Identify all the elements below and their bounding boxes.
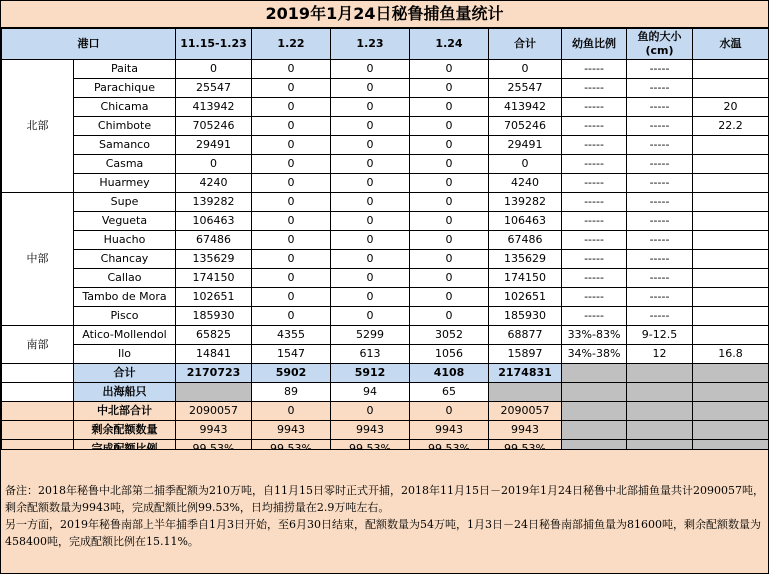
cell-total: 705246 <box>489 117 562 136</box>
cell-port: Samanco <box>74 136 176 155</box>
cell-total: 4240 <box>489 174 562 193</box>
table-row <box>2 155 769 174</box>
cell-c3: 0 <box>331 155 410 174</box>
remark-south: 另一方面，2019年秘鲁南部上半年捕季自1月3日开始，至6月30日结束，配额数量为54万吨，1月3日－24日秘鲁南部捕鱼量为81600吨，剩余配额数量为458400吨，完成配额比例在15.11%。 <box>5 518 761 548</box>
header-juvenile: 幼鱼比例 <box>562 29 627 60</box>
gray-cell <box>627 364 693 383</box>
cell-c4: 0 <box>410 117 489 136</box>
cell-c3: 0 <box>331 307 410 326</box>
cell-c4: 0 <box>410 98 489 117</box>
cell-size: ----- <box>627 193 693 212</box>
ships-day-2: 94 <box>331 383 410 402</box>
header-size-label: 鱼的大小 <box>637 30 682 43</box>
table-row <box>2 231 769 250</box>
total-total: 2174831 <box>489 364 562 383</box>
cell-juv: ----- <box>562 136 627 155</box>
cell-c1: 705246 <box>176 117 252 136</box>
gray-cell <box>627 383 693 402</box>
cell-c2: 0 <box>252 98 331 117</box>
gray-cell <box>627 402 693 421</box>
cell-total: 139282 <box>489 193 562 212</box>
header-day-1: 1.22 <box>252 29 331 60</box>
cell-port: Chicama <box>74 98 176 117</box>
cell-port: Chancay <box>74 250 176 269</box>
cell-c1: 25547 <box>176 79 252 98</box>
gray-cell <box>693 383 769 402</box>
cell-c1: 65825 <box>176 326 252 345</box>
cell-juv: ----- <box>562 155 627 174</box>
cell-port: Vegueta <box>74 212 176 231</box>
cell-c2: 0 <box>252 269 331 288</box>
cell-juv: ----- <box>562 307 627 326</box>
cell-size: ----- <box>627 250 693 269</box>
remarks <box>1 449 768 573</box>
header-day-3: 1.24 <box>410 29 489 60</box>
cell-size: 12 <box>627 345 693 364</box>
cell-c3: 0 <box>331 117 410 136</box>
cell-temp <box>693 288 769 307</box>
cell-c1: 135629 <box>176 250 252 269</box>
page-title: 2019年1月24日秘鲁捕鱼量统计 <box>1 1 768 28</box>
region-label-south: 南部 <box>2 326 74 364</box>
cell-size: ----- <box>627 212 693 231</box>
cell-c4: 0 <box>410 288 489 307</box>
table-row <box>2 117 769 136</box>
ships-day-3: 65 <box>410 383 489 402</box>
cell-total: 106463 <box>489 212 562 231</box>
cell-c4: 0 <box>410 307 489 326</box>
cell-c2: 0 <box>252 307 331 326</box>
cell-juv: ----- <box>562 79 627 98</box>
cell-total: 0 <box>489 155 562 174</box>
cell-size: 9-12.5 <box>627 326 693 345</box>
total-row <box>2 364 769 383</box>
cell-c3: 0 <box>331 60 410 79</box>
region-label-central: 中部 <box>2 193 74 326</box>
nc-total-row <box>2 402 769 421</box>
table-row <box>2 307 769 326</box>
cell-c4: 0 <box>410 155 489 174</box>
cell-size: ----- <box>627 288 693 307</box>
cell-total: 0 <box>489 60 562 79</box>
cell-c1: 0 <box>176 60 252 79</box>
cell-c3: 0 <box>331 79 410 98</box>
cell-port: Parachique <box>74 79 176 98</box>
table-row <box>2 136 769 155</box>
table-row <box>2 250 769 269</box>
cell-c1: 102651 <box>176 288 252 307</box>
cell-c3: 613 <box>331 345 410 364</box>
nc-total-day-3: 0 <box>410 402 489 421</box>
table-row <box>2 60 769 79</box>
cell-port: Atico-Mollendol <box>74 326 176 345</box>
cell-size: ----- <box>627 79 693 98</box>
cell-temp <box>693 60 769 79</box>
total-row-blank <box>2 364 74 383</box>
cell-c2: 1547 <box>252 345 331 364</box>
header-day-2: 1.23 <box>331 29 410 60</box>
table-row <box>2 345 769 364</box>
nc-total-day-1: 0 <box>252 402 331 421</box>
cell-juv: 34%-38% <box>562 345 627 364</box>
blank-cell <box>2 402 74 421</box>
cell-c4: 0 <box>410 79 489 98</box>
remaining-day-2: 9943 <box>331 421 410 440</box>
cell-port: Tambo de Mora <box>74 288 176 307</box>
cell-c2: 0 <box>252 193 331 212</box>
cell-juv: ----- <box>562 250 627 269</box>
cell-total: 29491 <box>489 136 562 155</box>
cell-juv: ----- <box>562 231 627 250</box>
cell-temp <box>693 231 769 250</box>
total-day-2: 5912 <box>331 364 410 383</box>
cell-c2: 0 <box>252 250 331 269</box>
nc-total-label: 中北部合计 <box>74 402 176 421</box>
cell-c4: 0 <box>410 193 489 212</box>
total-label: 合计 <box>74 364 176 383</box>
cell-c3: 0 <box>331 136 410 155</box>
cell-port: Supe <box>74 193 176 212</box>
cell-c2: 0 <box>252 155 331 174</box>
cell-port: Ilo <box>74 345 176 364</box>
nc-total-total: 2090057 <box>489 402 562 421</box>
cell-temp <box>693 326 769 345</box>
table-row <box>2 193 769 212</box>
header-period: 11.15-1.23 <box>176 29 252 60</box>
remaining-label: 剩余配额数量 <box>74 421 176 440</box>
remaining-day-3: 9943 <box>410 421 489 440</box>
cell-port: Chimbote <box>74 117 176 136</box>
gray-cell <box>562 402 627 421</box>
table-row <box>2 288 769 307</box>
cell-total: 102651 <box>489 288 562 307</box>
cell-c1: 185930 <box>176 307 252 326</box>
cell-total: 25547 <box>489 79 562 98</box>
cell-c3: 0 <box>331 193 410 212</box>
cell-juv: ----- <box>562 174 627 193</box>
cell-c3: 5299 <box>331 326 410 345</box>
cell-c4: 0 <box>410 136 489 155</box>
gray-cell <box>562 364 627 383</box>
cell-juv: 33%-83% <box>562 326 627 345</box>
cell-c4: 3052 <box>410 326 489 345</box>
cell-c2: 0 <box>252 231 331 250</box>
cell-temp <box>693 79 769 98</box>
cell-temp <box>693 174 769 193</box>
remaining-day-1: 9943 <box>252 421 331 440</box>
cell-c4: 0 <box>410 174 489 193</box>
ships-label: 出海船只 <box>74 383 176 402</box>
cell-juv: ----- <box>562 193 627 212</box>
cell-c2: 0 <box>252 60 331 79</box>
catch-table <box>1 28 769 459</box>
cell-juv: ----- <box>562 212 627 231</box>
cell-c2: 0 <box>252 288 331 307</box>
table-row <box>2 326 769 345</box>
cell-c3: 0 <box>331 231 410 250</box>
cell-c4: 0 <box>410 60 489 79</box>
ships-total <box>489 383 562 402</box>
table-row <box>2 269 769 288</box>
cell-c1: 67486 <box>176 231 252 250</box>
cell-c3: 0 <box>331 212 410 231</box>
cell-c4: 0 <box>410 250 489 269</box>
remaining-row <box>2 421 769 440</box>
cell-size: ----- <box>627 307 693 326</box>
total-day-1: 5902 <box>252 364 331 383</box>
cell-port: Callao <box>74 269 176 288</box>
remark-north-central: 备注：2018年秘鲁中北部第二捕季配额为210万吨，自11月15日零时正式开捕，2018年11月15日－2019年1月24日秘鲁中北部捕鱼量共计2090057吨，剩余配额数量为9943吨，完成配额比例99.53%，日均捕捞量在2.9万吨左右。 <box>5 484 764 514</box>
region-label-north: 北部 <box>2 60 74 193</box>
cell-c2: 0 <box>252 212 331 231</box>
cell-juv: ----- <box>562 98 627 117</box>
header-port: 港口 <box>2 29 176 60</box>
cell-juv: ----- <box>562 117 627 136</box>
cell-size: ----- <box>627 136 693 155</box>
cell-total: 67486 <box>489 231 562 250</box>
cell-c4: 0 <box>410 212 489 231</box>
ships-row-blank <box>2 383 74 402</box>
cell-juv: ----- <box>562 269 627 288</box>
cell-size: ----- <box>627 269 693 288</box>
gray-cell <box>627 421 693 440</box>
cell-juv: ----- <box>562 288 627 307</box>
cell-c1: 29491 <box>176 136 252 155</box>
cell-port: Pisco <box>74 307 176 326</box>
cell-c1: 174150 <box>176 269 252 288</box>
header-temperature: 水温 <box>693 29 769 60</box>
cell-c1: 14841 <box>176 345 252 364</box>
cell-port: Paita <box>74 60 176 79</box>
gray-cell <box>693 421 769 440</box>
table-row <box>2 212 769 231</box>
cell-c1: 0 <box>176 155 252 174</box>
cell-size: ----- <box>627 155 693 174</box>
table-row <box>2 98 769 117</box>
cell-temp <box>693 250 769 269</box>
cell-port: Huarmey <box>74 174 176 193</box>
blank-cell <box>2 421 74 440</box>
ships-period <box>176 383 252 402</box>
cell-c1: 413942 <box>176 98 252 117</box>
cell-c2: 0 <box>252 136 331 155</box>
cell-temp: 22.2 <box>693 117 769 136</box>
cell-port: Huacho <box>74 231 176 250</box>
gray-cell <box>693 402 769 421</box>
cell-total: 68877 <box>489 326 562 345</box>
table-row <box>2 174 769 193</box>
cell-total: 15897 <box>489 345 562 364</box>
table-row <box>2 79 769 98</box>
cell-temp: 16.8 <box>693 345 769 364</box>
header-total: 合计 <box>489 29 562 60</box>
cell-c1: 139282 <box>176 193 252 212</box>
cell-c3: 0 <box>331 174 410 193</box>
cell-temp <box>693 136 769 155</box>
cell-temp <box>693 212 769 231</box>
remaining-period: 9943 <box>176 421 252 440</box>
cell-c1: 4240 <box>176 174 252 193</box>
ships-row <box>2 383 769 402</box>
cell-c3: 0 <box>331 250 410 269</box>
remaining-total: 9943 <box>489 421 562 440</box>
gray-cell <box>562 421 627 440</box>
cell-total: 413942 <box>489 98 562 117</box>
cell-juv: ----- <box>562 60 627 79</box>
gray-cell <box>562 383 627 402</box>
nc-total-day-2: 0 <box>331 402 410 421</box>
cell-size: ----- <box>627 231 693 250</box>
header-size-unit: (cm) <box>645 44 674 57</box>
cell-c2: 0 <box>252 174 331 193</box>
cell-temp <box>693 193 769 212</box>
cell-c2: 4355 <box>252 326 331 345</box>
cell-temp: 20 <box>693 98 769 117</box>
cell-c2: 0 <box>252 117 331 136</box>
header-size <box>627 29 693 60</box>
cell-total: 185930 <box>489 307 562 326</box>
cell-c4: 1056 <box>410 345 489 364</box>
cell-c3: 0 <box>331 269 410 288</box>
header-row <box>2 29 769 60</box>
ships-day-1: 89 <box>252 383 331 402</box>
gray-cell <box>693 364 769 383</box>
cell-size: ----- <box>627 60 693 79</box>
cell-temp <box>693 307 769 326</box>
cell-temp <box>693 155 769 174</box>
cell-size: ----- <box>627 174 693 193</box>
cell-size: ----- <box>627 98 693 117</box>
cell-c4: 0 <box>410 231 489 250</box>
cell-c1: 106463 <box>176 212 252 231</box>
cell-c3: 0 <box>331 288 410 307</box>
cell-total: 174150 <box>489 269 562 288</box>
cell-total: 135629 <box>489 250 562 269</box>
cell-temp <box>693 269 769 288</box>
total-day-3: 4108 <box>410 364 489 383</box>
cell-size: ----- <box>627 117 693 136</box>
cell-c2: 0 <box>252 79 331 98</box>
cell-c4: 0 <box>410 269 489 288</box>
cell-port: Casma <box>74 155 176 174</box>
total-period: 2170723 <box>176 364 252 383</box>
nc-total-period: 2090057 <box>176 402 252 421</box>
cell-c3: 0 <box>331 98 410 117</box>
